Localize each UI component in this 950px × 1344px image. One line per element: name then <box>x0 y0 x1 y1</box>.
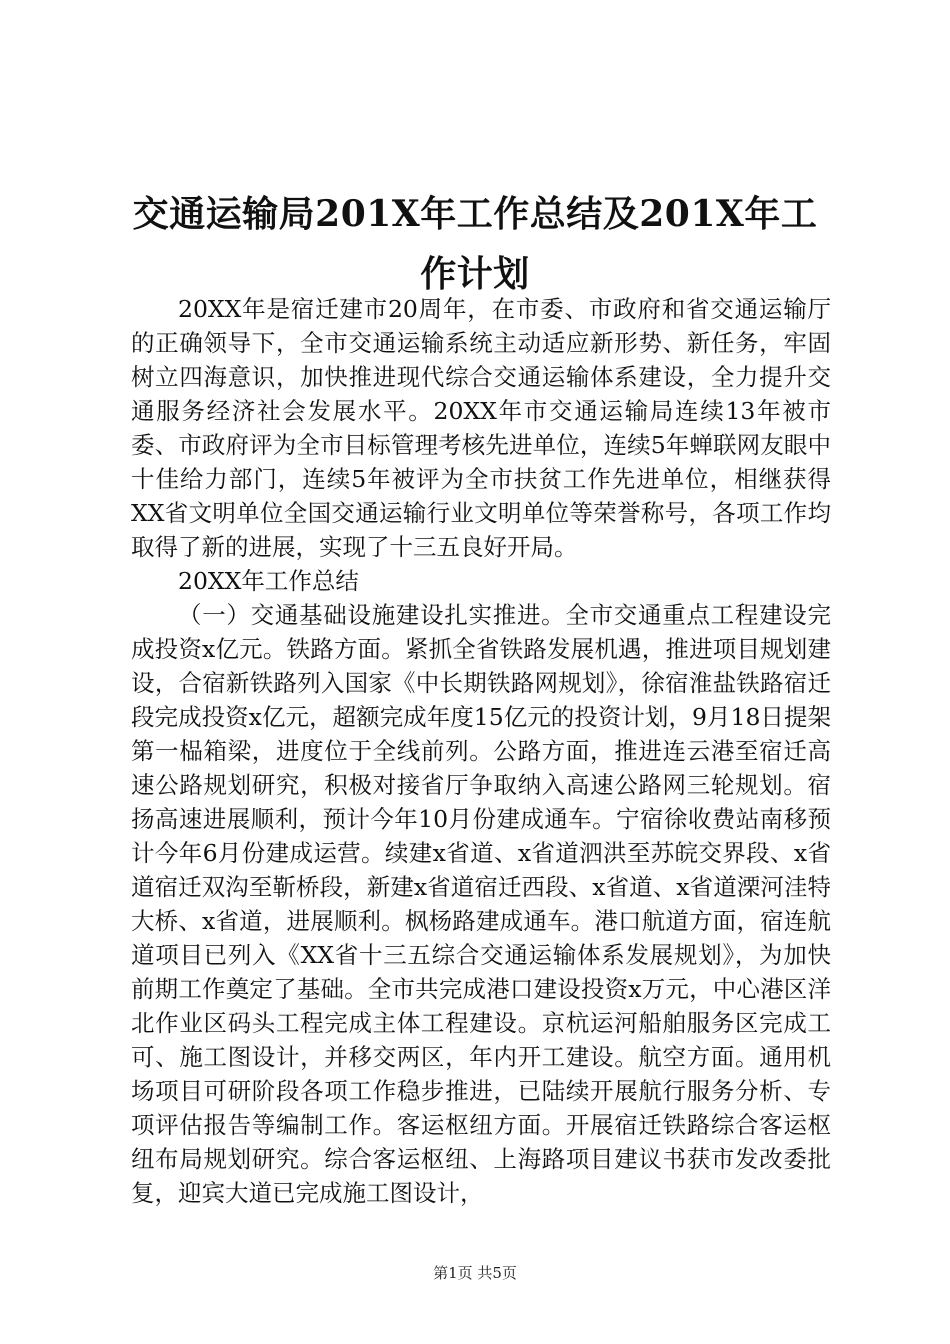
document-body <box>131 292 831 1210</box>
page-footer: 第1页 共5页 <box>433 1264 517 1282</box>
document-title: 交通运输局201X年工作总结及201X年工作计划 <box>132 193 818 296</box>
section-heading: 20XX年工作总结 <box>178 567 359 595</box>
intro-paragraph: 20XX年是宿迁建市20周年，在市委、市政府和省交通运输厅的正确领导下，全市交通运输系统主动适应新形势、新任务，牢固树立四海意识，加快推进现代综合交通运输体系建设，全力提升交通服务经济社会发展水平。20XX年市交通运输局连续13年被市委、市政府评为全市目标管理考核先进单位，连续5年蝉联网友眼中十佳给力部门，连续5年被评为全市扶贫工作先进单位，相继获得XX省文明单位全国交通运输行业文明单位等荣誉称号，各项工作均取得了新的进展，实现了十三五良好开局。 <box>131 295 831 561</box>
section-paragraph: （一）交通基础设施建设扎实推进。全市交通重点工程建设完成投资x亿元。铁路方面。紧抓全省铁路发展机遇，推进项目规划建设，合宿新铁路列入国家《中长期铁路网规划》，徐宿淮盐铁路宿迁段完成投资x亿元，超额完成年度15亿元的投资计划，9月18日提架第一榀箱梁，进度位于全线前列。公路方面，推进连云港至宿迁高速公路规划研究，积极对接省厅争取纳入高速公路网三轮规划。宿扬高速进展顺利，预计今年10月份建成通车。宁宿徐收费站南移预计今年6月份建成运营。续建x省道、x省道泗洪至苏皖交界段、x省道宿迁双沟至靳桥段，新建x省道宿迁西段、x省道、x省道溧河洼特大桥、x省道，进展顺利。枫杨路建成通车。港口航道方面，宿连航道项目已列入《XX省十三五综合交通运输体系发展规划》，为加快前期工作奠定了基础。全市共完成港口建设投资x万元，中心港区洋北作业区码头工程完成主体工程建设。京杭运河船舶服务区完成工可、施工图设计，并移交两区，年内开工建设。航空方面。通用机场项目可研阶段各项工作稳步推进，已陆续开展航行服务分析、专项评估报告等编制工作。客运枢纽方面。开展宿迁铁路综合客运枢纽布局规划研究。综合客运枢纽、上海路项目建议书获市发改委批复，迎宾大道已完成施工图设计， <box>131 601 831 1207</box>
